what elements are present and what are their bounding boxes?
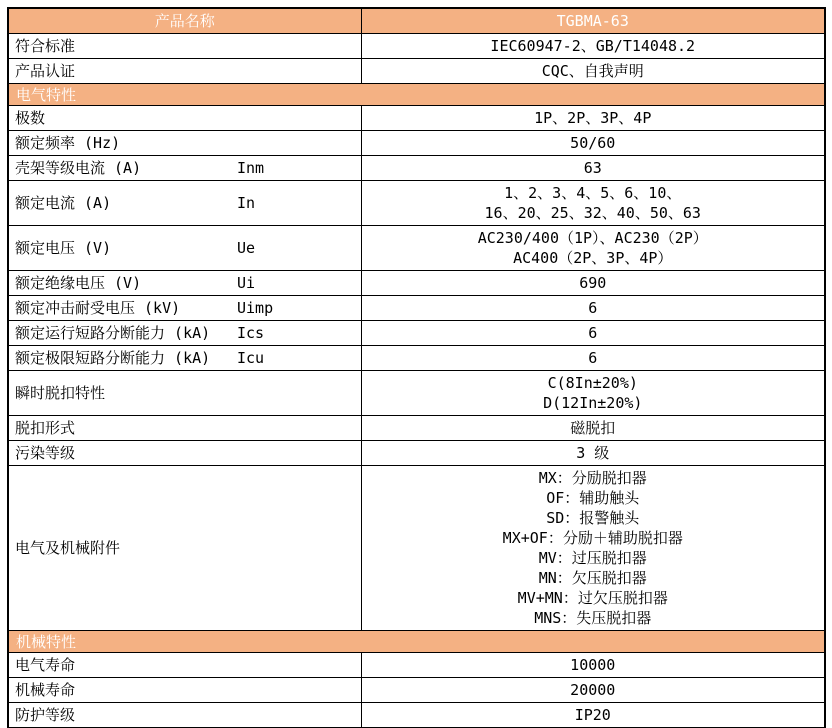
value-line: CQC、自我声明 <box>541 61 644 80</box>
row-label-cell <box>8 295 361 320</box>
row-label: 额定电流 (A) <box>15 194 112 212</box>
value-line: SD：报警触头 <box>546 508 640 527</box>
value-line: 20000 <box>570 680 616 699</box>
row-label-cell <box>8 345 361 370</box>
row-label-cell <box>8 180 361 225</box>
value-line: MX：分励脱扣器 <box>538 468 647 487</box>
value-line: 50/60 <box>570 133 616 152</box>
value-line: 690 <box>579 273 607 292</box>
value-line: 1P、2P、3P、4P <box>534 108 652 127</box>
row-value-cell <box>361 295 825 320</box>
table-row <box>8 440 825 465</box>
value-line: IP20 <box>574 705 611 724</box>
table-row <box>8 677 825 702</box>
row-label: 瞬时脱扣特性 <box>15 384 106 402</box>
row-value-cell <box>361 155 825 180</box>
row-label: 符合标准 <box>15 37 76 55</box>
value-line: MV+MN：过欠压脱扣器 <box>517 588 668 607</box>
row-label-cell <box>8 702 361 728</box>
product-model-header: TGBMA-63 <box>361 8 825 33</box>
row-value-cell <box>361 130 825 155</box>
row-label-cell <box>8 270 361 295</box>
row-symbol: In <box>237 193 256 212</box>
row-label: 防护等级 <box>15 706 76 724</box>
row-symbol: Inm <box>237 158 265 177</box>
spec-table-body <box>8 33 825 728</box>
table-row <box>8 225 825 270</box>
row-label: 电气寿命 <box>15 656 76 674</box>
row-value-cell <box>361 702 825 728</box>
row-value-cell <box>361 225 825 270</box>
value-line: 3 级 <box>576 443 610 462</box>
row-label-cell <box>8 33 361 58</box>
row-label-cell <box>8 320 361 345</box>
row-value-cell <box>361 270 825 295</box>
table-row <box>8 105 825 130</box>
table-row <box>8 370 825 415</box>
row-label-cell <box>8 440 361 465</box>
row-value-cell <box>361 33 825 58</box>
row-label: 产品认证 <box>15 62 76 80</box>
row-label-cell <box>8 105 361 130</box>
section-label: 电气特性 <box>8 83 825 105</box>
row-label-cell <box>8 130 361 155</box>
spec-table <box>7 7 826 728</box>
section-row <box>8 83 825 105</box>
value-line: MX+OF：分励＋辅助脱扣器 <box>502 528 683 547</box>
row-value-cell <box>361 370 825 415</box>
row-label: 电气及机械附件 <box>15 539 121 557</box>
row-label-cell <box>8 415 361 440</box>
table-row <box>8 180 825 225</box>
table-row <box>8 58 825 83</box>
row-label: 壳架等级电流 (A) <box>15 159 142 177</box>
row-value-cell <box>361 415 825 440</box>
table-row <box>8 130 825 155</box>
row-value-cell <box>361 105 825 130</box>
row-label-cell <box>8 370 361 415</box>
row-label-cell <box>8 58 361 83</box>
value-line: 1、2、3、4、5、6、10、 <box>504 183 682 202</box>
section-label: 机械特性 <box>8 630 825 652</box>
row-label: 污染等级 <box>15 444 76 462</box>
value-line: 16、20、25、32、40、50、63 <box>484 203 701 222</box>
row-value-cell <box>361 320 825 345</box>
row-value-cell <box>361 58 825 83</box>
value-line: MV：过压脱扣器 <box>538 548 647 567</box>
row-value-cell <box>361 345 825 370</box>
table-row <box>8 320 825 345</box>
table-row <box>8 33 825 58</box>
value-line: 6 <box>588 348 598 367</box>
row-symbol: Ui <box>237 273 256 292</box>
row-label: 额定极限短路分断能力 (kA) <box>15 349 211 367</box>
table-row <box>8 702 825 728</box>
row-symbol: Icu <box>237 348 265 367</box>
row-label-cell <box>8 465 361 630</box>
section-row <box>8 630 825 652</box>
row-label: 额定频率 (Hz) <box>15 134 121 152</box>
value-line: OF：辅助触头 <box>546 488 640 507</box>
value-line: MN：欠压脱扣器 <box>538 568 647 587</box>
value-line: 10000 <box>570 655 616 674</box>
row-symbol: Uimp <box>237 298 274 317</box>
value-line: MNS：失压脱扣器 <box>534 608 652 627</box>
value-line: C(8In±20%) <box>547 373 638 392</box>
row-label-cell <box>8 225 361 270</box>
table-row <box>8 295 825 320</box>
row-symbol: Ics <box>237 323 265 342</box>
row-symbol: Ue <box>237 238 256 257</box>
row-label: 额定运行短路分断能力 (kA) <box>15 324 211 342</box>
table-row <box>8 270 825 295</box>
row-label: 机械寿命 <box>15 681 76 699</box>
row-label-cell <box>8 677 361 702</box>
row-value-cell <box>361 440 825 465</box>
value-line: 6 <box>588 298 598 317</box>
row-label: 极数 <box>15 109 46 127</box>
table-row <box>8 345 825 370</box>
row-label: 脱扣形式 <box>15 419 76 437</box>
product-name-header: 产品名称 <box>8 8 361 33</box>
row-label-cell <box>8 652 361 677</box>
value-line: AC400（2P、3P、4P） <box>513 248 673 267</box>
value-line: IEC60947-2、GB/T14048.2 <box>490 36 696 55</box>
row-label: 额定绝缘电压 (V) <box>15 274 142 292</box>
row-value-cell <box>361 465 825 630</box>
value-line: 6 <box>588 323 598 342</box>
row-value-cell <box>361 652 825 677</box>
value-line: AC230/400（1P）、AC230（2P） <box>477 228 708 247</box>
table-row <box>8 415 825 440</box>
value-line: 63 <box>583 158 602 177</box>
table-row <box>8 465 825 630</box>
product-header-row <box>8 8 825 33</box>
value-line: 磁脱扣 <box>570 418 616 437</box>
table-row <box>8 652 825 677</box>
value-line: D(12In±20%) <box>543 393 643 412</box>
row-label: 额定电压 (V) <box>15 239 112 257</box>
table-row <box>8 155 825 180</box>
row-label-cell <box>8 155 361 180</box>
row-label: 额定冲击耐受电压 (kV) <box>15 299 181 317</box>
row-value-cell <box>361 677 825 702</box>
row-value-cell <box>361 180 825 225</box>
